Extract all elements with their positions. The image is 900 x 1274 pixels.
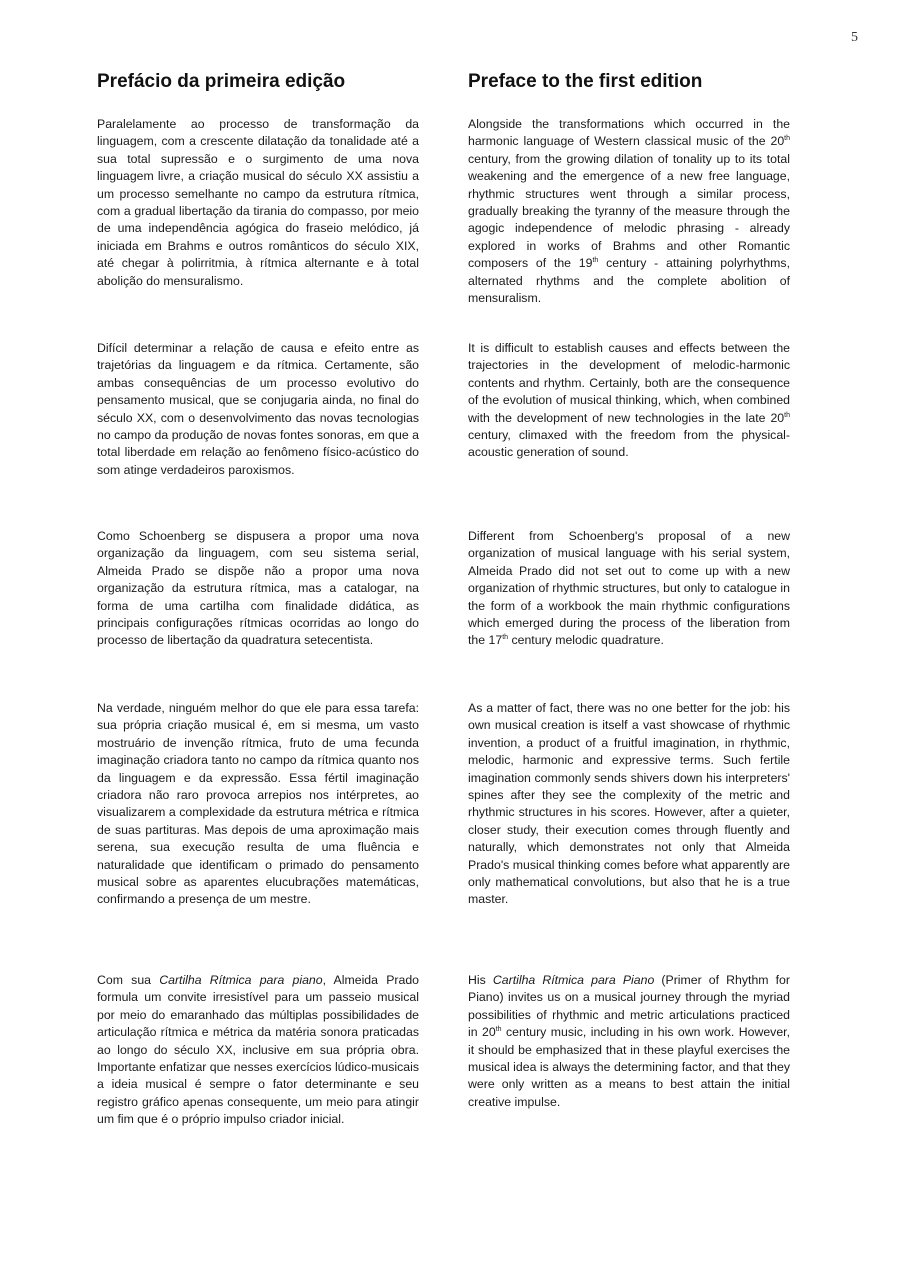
page-number: 5 <box>851 30 858 45</box>
en-p5-c: century music, including in his own work. However, it should be emphasized that in these playful exercises the musical idea is always the determining factor, and that they were only written as a means to best attain the initial creative impulse. <box>468 1025 790 1109</box>
en-p5-a: His <box>468 973 493 987</box>
pt-paragraph-2: Difícil determinar a relação de causa e efeito entre as trajetórias da linguagem e da rítmica. Certamente, são ambas consequências de um processo evolutivo do pensamento musical, que se conjugaria ainda, no final do século XX, com o desenvolvimento das novas tecnologias no campo da produção de novas fontes sonoras, em que a total liberdade em relação ao fenômeno físico-acústico do som atinge verdadeiros paroxismos. <box>97 341 419 477</box>
en-paragraph-5 <box>468 972 790 1111</box>
en-p1-a: Alongside the transformations which occurred in the harmonic language of Western classical music of the 20 <box>468 117 790 149</box>
en-paragraph-1 <box>468 116 790 307</box>
en-p1-sup1: th <box>784 135 790 143</box>
en-p1-b: century, from the growing dilation of tonality up to its total weakening and the emergence of a new free language, rhythmic structures went through a similar process, gradually breaking the tyranny of the measure through the agogic independence of melodic phrasing - already explored in works of Brahms and other Romantic composers of the 19 <box>468 151 790 271</box>
en-p5-b: (Primer of Rhythm for Piano) invites us on a musical journey through the myriad possibilities of rhythmic and metric articulations practiced in 20 <box>468 973 790 1040</box>
en-paragraph-4: As a matter of fact, there was no one better for the job: his own musical creation is itself a vast showcase of rhythmic invention, a product of a fruitful imagination, in rhythmic, melodic, harmonic and expressive terms. Such fertile imagination commonly sends shivers down his interpreters' spines after they see the complexity of the metric and rhythmic structures in his scores. However, after a quieter, closer study, their execution comes through fluently and naturally, which demonstrates not only that Almeida Prado's musical thinking comes before what apparently are only mathematical convolutions, but also that he is a true master. <box>468 701 790 907</box>
en-p1-c: century - attaining polyrhythms, alternated rhythms and the complete abolition of mensuralism. <box>468 256 790 306</box>
portuguese-column <box>97 70 420 1127</box>
en-paragraph-3 <box>468 528 790 650</box>
pt-paragraph-5 <box>97 972 419 1129</box>
pt-paragraph-3-text: Como Schoenberg se dispusera a propor uma nova organização da linguagem, com seu sistema serial, Almeida Prado se dispõe não a propor uma nova organização da estrutura rítmica, mas a catalogar, na forma de uma cartilha com finalidade didática, as principais configurações rítmicas ocorridas ao longo do processo de libertação da quadratura setecentista. <box>97 529 419 648</box>
en-p1-sup2: th <box>592 257 599 265</box>
pt-paragraph-3 <box>97 528 419 650</box>
en-p2-b: century, climaxed with the freedom from the physical-acoustic generation of sound. <box>468 428 790 460</box>
en-p2-a: It is difficult to establish causes and effects between the trajectories in the development of melodic-harmonic contents and rhythm. Certainly, both are the consequence of the evolution of musical thinking, which, when combined with the development of new technologies in the late 20 <box>468 341 790 425</box>
en-p3-a: Different from Schoenberg's proposal of a new organization of musical language with his serial system, Almeida Prado did not set out to come up with a new organization of rhythmic structures, but only to catalogue in the form of a workbook the main rhythmic configurations which emerged during the process of the liberation from the 17 <box>468 529 790 648</box>
portuguese-title: Prefácio da primeira edição <box>97 71 346 92</box>
pt-paragraph-1: Paralelamente ao processo de transformação da linguagem, com a crescente dilatação da tonalidade até a sua total supressão e o surgimento de uma nova linguagem livre, a criação musical do século XX assistiu a um processo semelhante no campo da estrutura rítmica, com a gradual libertação da tirania do compasso, por meio de uma independência agógica do fraseio melódico, já iniciada em Brahms e outros românticos do século XIX, até chegar à polirritmia, à rítmica alternante e à total abolição do mensuralismo. <box>97 117 419 288</box>
pt-p5-work-title: Cartilha Rítmica para piano <box>159 973 323 987</box>
en-p3-sup: th <box>502 634 509 642</box>
pt-paragraph-4: Na verdade, ninguém melhor do que ele para essa tarefa: sua própria criação musical é, em si mesma, um vasto mostruário de invenção rítmica, fruto de uma fecunda imaginação criadora tanto no campo da rítmica quanto nos da linguagem e da expressão. Essa fértil imaginação criadora não raro provoca arrepios nos intérpretes, ao visualizarem a complexidade da estrutura métrica e rítmica de suas partituras. Mas depois de uma aproximação mais serena, sua execução resulta de uma fluência e naturalidade que identificam o primado do pensamento musical sobre as aparentes elucubrações matemáticas, confirmando a presença de um mestre. <box>97 701 419 907</box>
en-p5-sup: th <box>495 1026 502 1034</box>
en-p3-b: century melodic quadrature. <box>508 633 664 648</box>
en-p2-sup: th <box>784 411 790 419</box>
pt-p5-before: Com sua <box>97 973 160 987</box>
en-paragraph-2 <box>468 340 790 462</box>
en-p5-work-title: Cartilha Rítmica para Piano <box>492 973 655 987</box>
english-column <box>468 70 790 1109</box>
pt-p5-after: , Almeida Prado formula um convite irresistível para um passeio musical por meio do emaranhado das múltiplas possibilidades de articulação rítmica e métrica da matéria sonora praticadas ao longo do século XX, inclusive em sua própria obra. Importante enfatizar que nesses exercícios lúdico-musicais a ideia musical é sempre o fator determinante e seu registro gráfico apenas consequente, um meio para atingir um fim que é o próprio impulso criador inicial. <box>97 973 420 1127</box>
english-title: Preface to the first edition <box>468 71 703 92</box>
